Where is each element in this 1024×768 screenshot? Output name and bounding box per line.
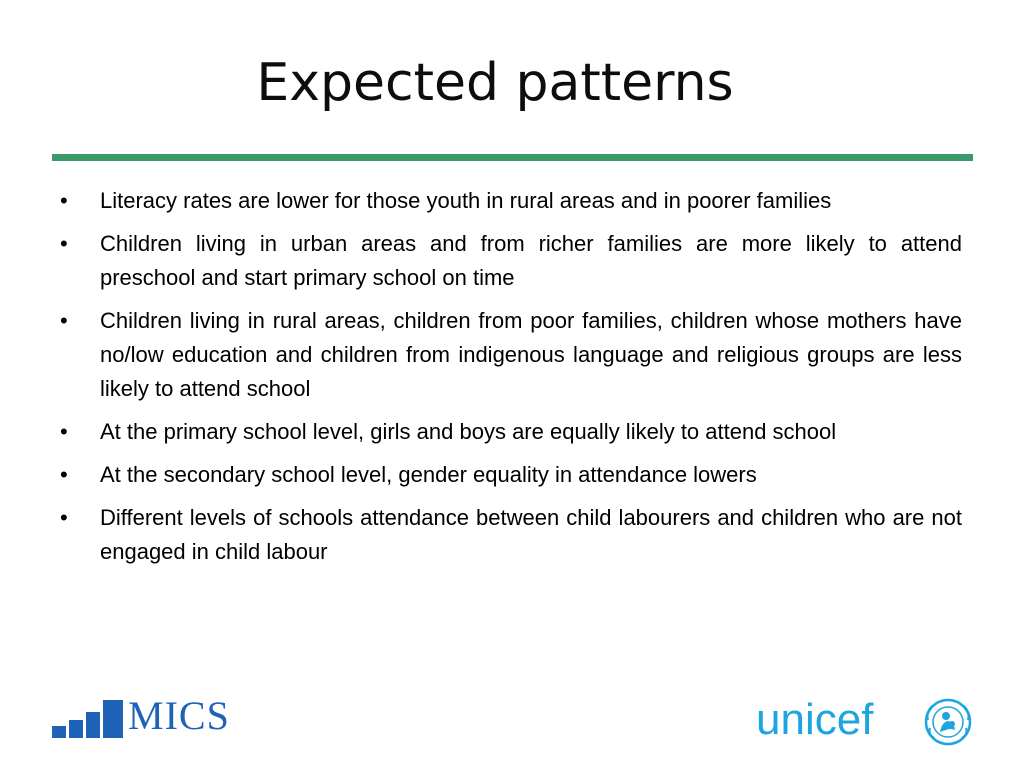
bullet-marker: • — [60, 308, 68, 333]
bullet-text: Literacy rates are lower for those youth in rural areas and in poorer families — [100, 188, 832, 213]
bullet-item — [58, 227, 962, 295]
bullet-marker: • — [60, 188, 68, 213]
mics-bar — [86, 712, 100, 738]
mics-bar — [52, 726, 66, 738]
title-divider — [52, 154, 973, 161]
bullet-marker: • — [60, 462, 68, 487]
bullet-text: At the secondary school level, gender equality in attendance lowers — [100, 462, 757, 487]
mics-bar — [69, 720, 83, 738]
mics-wordmark: MICS — [128, 693, 230, 738]
bullet-item — [58, 415, 962, 449]
bullet-text: Different levels of schools attendance between child labourers and children who are not engaged in child labour — [100, 505, 962, 564]
unicef-logo — [756, 692, 978, 748]
bullet-item — [58, 501, 962, 569]
bullet-marker: • — [60, 505, 68, 530]
bullet-item — [58, 458, 962, 492]
bullet-text: At the primary school level, girls and boys are equally likely to attend school — [100, 419, 837, 444]
bullet-list — [58, 184, 962, 578]
bullet-text: Children living in rural areas, children from poor families, children whose mothers have no/low education and children from indigenous language and religious groups are less likely to attend school — [100, 308, 962, 401]
bullet-marker: • — [60, 419, 68, 444]
unicef-wordmark: unicef — [756, 695, 874, 744]
bullet-item — [58, 304, 962, 406]
bullet-marker: • — [60, 231, 68, 256]
bullet-text: Children living in urban areas and from richer families are more likely to attend preschool and start primary school on time — [100, 231, 962, 290]
bullet-item — [58, 184, 962, 218]
mics-logo — [52, 693, 252, 738]
slide-title: Expected patterns — [256, 53, 734, 113]
mics-bar — [103, 700, 123, 738]
unicef-emblem-icon — [924, 698, 972, 746]
